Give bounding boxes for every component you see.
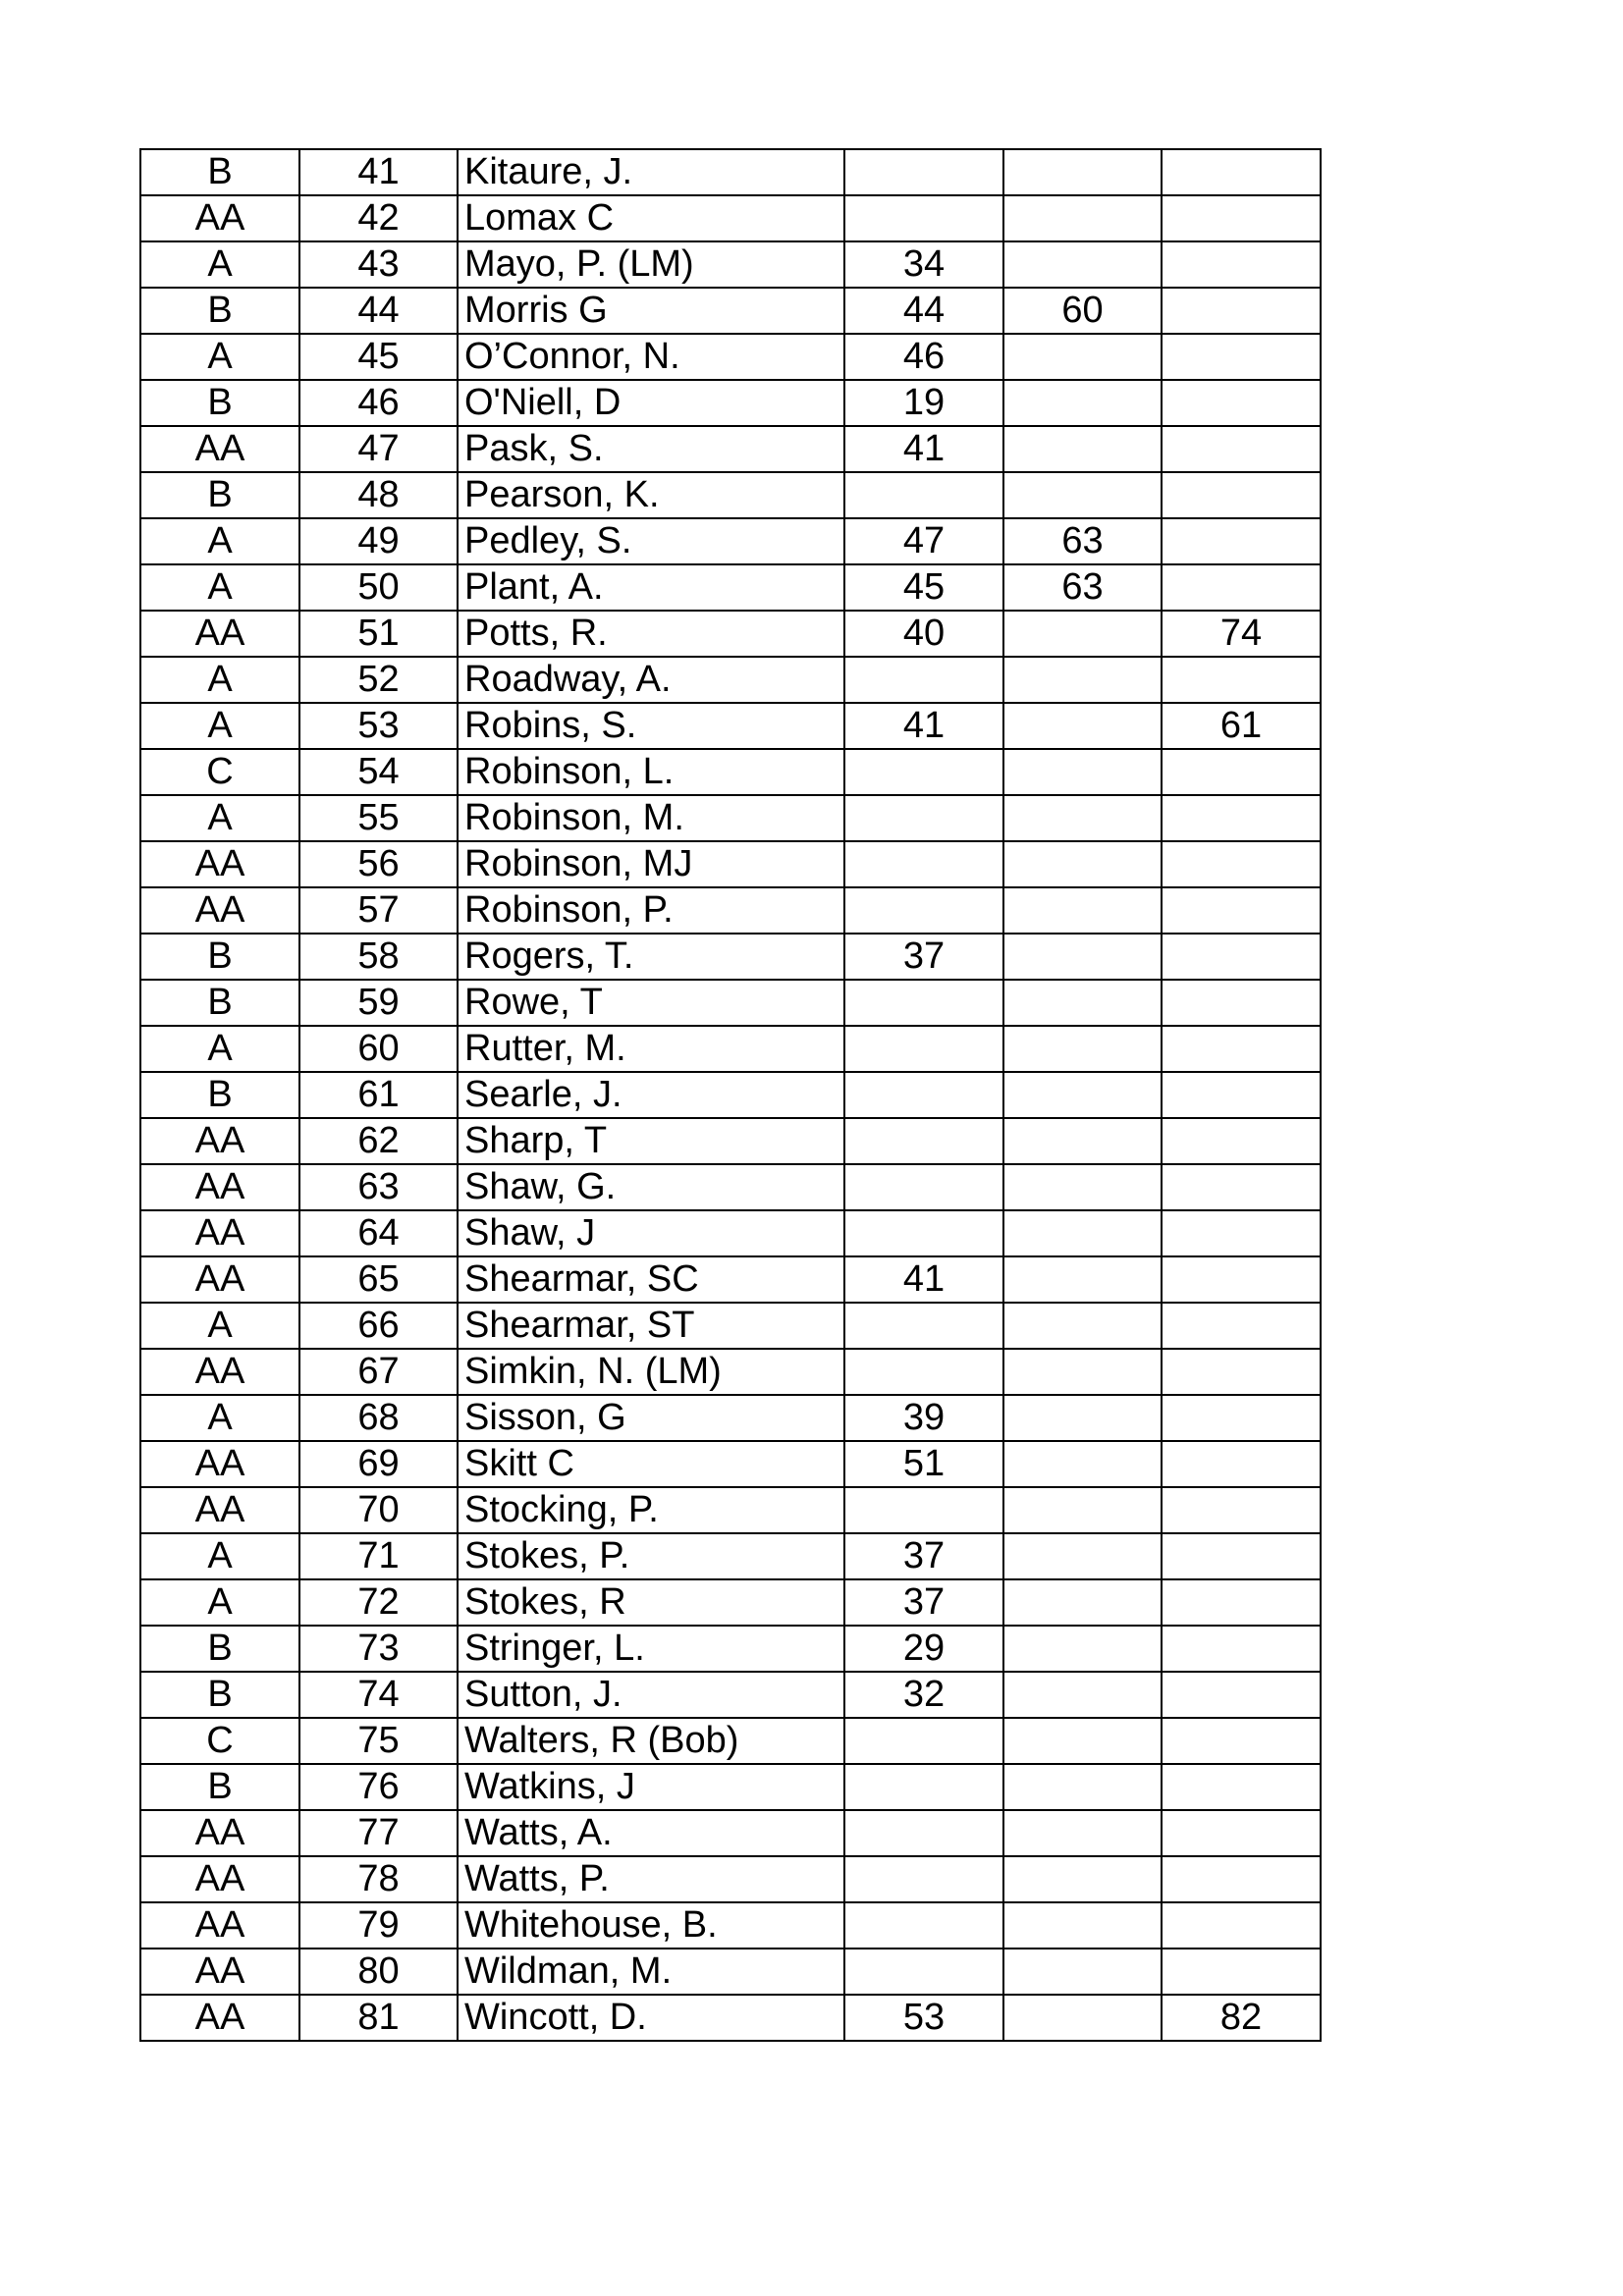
score-1-cell: 34: [844, 241, 1003, 288]
score-2-cell: [1003, 841, 1162, 887]
name-cell: Shearmar, ST: [458, 1303, 844, 1349]
grade-cell: C: [140, 749, 299, 795]
table-row: [140, 1718, 1321, 1764]
table-row: [140, 1210, 1321, 1256]
grade-cell: AA: [140, 841, 299, 887]
score-2-cell: [1003, 334, 1162, 380]
score-2-cell: [1003, 795, 1162, 841]
score-1-cell: 37: [844, 1533, 1003, 1579]
name-cell: Shearmar, SC: [458, 1256, 844, 1303]
number-cell: 58: [299, 934, 458, 980]
grade-cell: B: [140, 1072, 299, 1118]
number-cell: 52: [299, 657, 458, 703]
table-row: [140, 1441, 1321, 1487]
score-1-cell: [844, 1856, 1003, 1902]
name-cell: Watts, P.: [458, 1856, 844, 1902]
score-3-cell: [1162, 195, 1321, 241]
score-3-cell: [1162, 288, 1321, 334]
number-cell: 74: [299, 1672, 458, 1718]
score-1-cell: [844, 749, 1003, 795]
name-cell: Shaw, J: [458, 1210, 844, 1256]
table-row: [140, 1672, 1321, 1718]
table-row: [140, 887, 1321, 934]
score-3-cell: [1162, 1072, 1321, 1118]
grade-cell: AA: [140, 1210, 299, 1256]
grade-cell: AA: [140, 1349, 299, 1395]
score-1-cell: 19: [844, 380, 1003, 426]
table-row: [140, 288, 1321, 334]
score-1-cell: 44: [844, 288, 1003, 334]
name-cell: Stokes, P.: [458, 1533, 844, 1579]
table-row: [140, 657, 1321, 703]
name-cell: Morris G: [458, 288, 844, 334]
grade-cell: AA: [140, 1949, 299, 1995]
number-cell: 59: [299, 980, 458, 1026]
score-3-cell: [1162, 1395, 1321, 1441]
score-3-cell: 61: [1162, 703, 1321, 749]
name-cell: Pearson, K.: [458, 472, 844, 518]
score-1-cell: 29: [844, 1626, 1003, 1672]
number-cell: 79: [299, 1902, 458, 1949]
score-2-cell: [1003, 887, 1162, 934]
score-3-cell: [1162, 472, 1321, 518]
number-cell: 46: [299, 380, 458, 426]
number-cell: 62: [299, 1118, 458, 1164]
score-1-cell: [844, 1026, 1003, 1072]
name-cell: Whitehouse, B.: [458, 1902, 844, 1949]
score-1-cell: [844, 795, 1003, 841]
number-cell: 60: [299, 1026, 458, 1072]
table-row: [140, 749, 1321, 795]
score-1-cell: [844, 195, 1003, 241]
score-3-cell: [1162, 1256, 1321, 1303]
score-2-cell: [1003, 1026, 1162, 1072]
score-2-cell: [1003, 195, 1162, 241]
members-table: [139, 148, 1322, 2042]
score-2-cell: [1003, 611, 1162, 657]
table-row: [140, 1995, 1321, 2041]
name-cell: O’Connor, N.: [458, 334, 844, 380]
number-cell: 66: [299, 1303, 458, 1349]
name-cell: Robinson, P.: [458, 887, 844, 934]
score-2-cell: [1003, 1349, 1162, 1395]
score-3-cell: [1162, 1856, 1321, 1902]
score-2-cell: [1003, 703, 1162, 749]
grade-cell: A: [140, 518, 299, 564]
name-cell: Kitaure, J.: [458, 149, 844, 195]
score-1-cell: [844, 1349, 1003, 1395]
score-1-cell: 45: [844, 564, 1003, 611]
table-row: [140, 611, 1321, 657]
table-row: [140, 564, 1321, 611]
score-2-cell: [1003, 657, 1162, 703]
score-2-cell: [1003, 1810, 1162, 1856]
score-1-cell: 41: [844, 426, 1003, 472]
table-row: [140, 518, 1321, 564]
table-row: [140, 1395, 1321, 1441]
score-2-cell: [1003, 1164, 1162, 1210]
score-1-cell: 47: [844, 518, 1003, 564]
number-cell: 78: [299, 1856, 458, 1902]
score-2-cell: [1003, 426, 1162, 472]
score-2-cell: 63: [1003, 564, 1162, 611]
score-2-cell: [1003, 1856, 1162, 1902]
score-3-cell: [1162, 795, 1321, 841]
grade-cell: A: [140, 241, 299, 288]
score-3-cell: [1162, 657, 1321, 703]
score-1-cell: 51: [844, 1441, 1003, 1487]
score-3-cell: [1162, 1902, 1321, 1949]
number-cell: 43: [299, 241, 458, 288]
number-cell: 48: [299, 472, 458, 518]
name-cell: Watkins, J: [458, 1764, 844, 1810]
table-row: [140, 1303, 1321, 1349]
score-1-cell: [844, 1072, 1003, 1118]
score-1-cell: 32: [844, 1672, 1003, 1718]
number-cell: 47: [299, 426, 458, 472]
grade-cell: B: [140, 288, 299, 334]
number-cell: 49: [299, 518, 458, 564]
number-cell: 42: [299, 195, 458, 241]
score-3-cell: 82: [1162, 1995, 1321, 2041]
score-1-cell: [844, 887, 1003, 934]
grade-cell: B: [140, 1626, 299, 1672]
score-3-cell: [1162, 1672, 1321, 1718]
score-3-cell: [1162, 1718, 1321, 1764]
table-row: [140, 426, 1321, 472]
number-cell: 76: [299, 1764, 458, 1810]
name-cell: Robins, S.: [458, 703, 844, 749]
score-2-cell: [1003, 1626, 1162, 1672]
grade-cell: A: [140, 703, 299, 749]
name-cell: Mayo, P. (LM): [458, 241, 844, 288]
grade-cell: B: [140, 1764, 299, 1810]
table-row: [140, 1026, 1321, 1072]
score-3-cell: [1162, 934, 1321, 980]
table-row: [140, 1856, 1321, 1902]
score-2-cell: [1003, 1672, 1162, 1718]
name-cell: Pask, S.: [458, 426, 844, 472]
grade-cell: A: [140, 564, 299, 611]
score-3-cell: [1162, 1626, 1321, 1672]
grade-cell: C: [140, 1718, 299, 1764]
score-3-cell: [1162, 1441, 1321, 1487]
score-2-cell: [1003, 1256, 1162, 1303]
score-3-cell: [1162, 1810, 1321, 1856]
name-cell: Pedley, S.: [458, 518, 844, 564]
grade-cell: AA: [140, 195, 299, 241]
score-3-cell: [1162, 518, 1321, 564]
number-cell: 64: [299, 1210, 458, 1256]
number-cell: 70: [299, 1487, 458, 1533]
number-cell: 65: [299, 1256, 458, 1303]
number-cell: 81: [299, 1995, 458, 2041]
number-cell: 51: [299, 611, 458, 657]
score-3-cell: [1162, 1487, 1321, 1533]
name-cell: Sharp, T: [458, 1118, 844, 1164]
score-3-cell: 74: [1162, 611, 1321, 657]
score-1-cell: 37: [844, 934, 1003, 980]
number-cell: 55: [299, 795, 458, 841]
name-cell: Stokes, R: [458, 1579, 844, 1626]
score-2-cell: [1003, 241, 1162, 288]
score-2-cell: [1003, 380, 1162, 426]
grade-cell: A: [140, 1303, 299, 1349]
grade-cell: AA: [140, 1856, 299, 1902]
table-row: [140, 1487, 1321, 1533]
grade-cell: A: [140, 334, 299, 380]
number-cell: 44: [299, 288, 458, 334]
score-2-cell: [1003, 1579, 1162, 1626]
score-2-cell: [1003, 1764, 1162, 1810]
score-3-cell: [1162, 564, 1321, 611]
score-2-cell: [1003, 1118, 1162, 1164]
score-2-cell: [1003, 1210, 1162, 1256]
table-row: [140, 1256, 1321, 1303]
score-1-cell: 39: [844, 1395, 1003, 1441]
score-2-cell: [1003, 749, 1162, 795]
name-cell: Stringer, L.: [458, 1626, 844, 1672]
grade-cell: B: [140, 380, 299, 426]
score-1-cell: [844, 1210, 1003, 1256]
members-table-body: [140, 149, 1321, 2041]
name-cell: Robinson, L.: [458, 749, 844, 795]
score-1-cell: 41: [844, 1256, 1003, 1303]
score-1-cell: [844, 1810, 1003, 1856]
table-row: [140, 241, 1321, 288]
table-row: [140, 1533, 1321, 1579]
score-3-cell: [1162, 1210, 1321, 1256]
grade-cell: B: [140, 472, 299, 518]
name-cell: Sutton, J.: [458, 1672, 844, 1718]
number-cell: 56: [299, 841, 458, 887]
grade-cell: A: [140, 1579, 299, 1626]
score-3-cell: [1162, 1303, 1321, 1349]
grade-cell: AA: [140, 426, 299, 472]
score-1-cell: [844, 1718, 1003, 1764]
score-1-cell: [844, 1949, 1003, 1995]
number-cell: 45: [299, 334, 458, 380]
score-1-cell: [844, 149, 1003, 195]
number-cell: 63: [299, 1164, 458, 1210]
table-row: [140, 334, 1321, 380]
grade-cell: B: [140, 1672, 299, 1718]
table-row: [140, 472, 1321, 518]
score-1-cell: 37: [844, 1579, 1003, 1626]
score-2-cell: [1003, 1487, 1162, 1533]
table-row: [140, 980, 1321, 1026]
name-cell: Wincott, D.: [458, 1995, 844, 2041]
table-row: [140, 841, 1321, 887]
name-cell: Searle, J.: [458, 1072, 844, 1118]
grade-cell: AA: [140, 1810, 299, 1856]
name-cell: O'Niell, D: [458, 380, 844, 426]
table-row: [140, 380, 1321, 426]
table-row: [140, 795, 1321, 841]
score-2-cell: [1003, 1533, 1162, 1579]
table-row: [140, 1949, 1321, 1995]
score-2-cell: [1003, 980, 1162, 1026]
score-2-cell: [1003, 1303, 1162, 1349]
score-2-cell: [1003, 1441, 1162, 1487]
score-3-cell: [1162, 1764, 1321, 1810]
table-row: [140, 1902, 1321, 1949]
name-cell: Shaw, G.: [458, 1164, 844, 1210]
score-3-cell: [1162, 380, 1321, 426]
grade-cell: AA: [140, 1441, 299, 1487]
grade-cell: B: [140, 934, 299, 980]
score-2-cell: [1003, 472, 1162, 518]
score-1-cell: [844, 841, 1003, 887]
score-1-cell: [844, 1164, 1003, 1210]
grade-cell: AA: [140, 1118, 299, 1164]
number-cell: 72: [299, 1579, 458, 1626]
score-3-cell: [1162, 334, 1321, 380]
table-row: [140, 1072, 1321, 1118]
score-1-cell: [844, 472, 1003, 518]
number-cell: 61: [299, 1072, 458, 1118]
number-cell: 71: [299, 1533, 458, 1579]
table-row: [140, 1626, 1321, 1672]
score-3-cell: [1162, 1533, 1321, 1579]
score-3-cell: [1162, 980, 1321, 1026]
table-row: [140, 149, 1321, 195]
table-row: [140, 1164, 1321, 1210]
name-cell: Rowe, T: [458, 980, 844, 1026]
score-1-cell: 46: [844, 334, 1003, 380]
number-cell: 53: [299, 703, 458, 749]
grade-cell: B: [140, 149, 299, 195]
grade-cell: A: [140, 1395, 299, 1441]
grade-cell: A: [140, 1026, 299, 1072]
name-cell: Rogers, T.: [458, 934, 844, 980]
grade-cell: AA: [140, 1995, 299, 2041]
score-2-cell: [1003, 1395, 1162, 1441]
grade-cell: AA: [140, 1164, 299, 1210]
score-1-cell: [844, 1303, 1003, 1349]
table-row: [140, 1349, 1321, 1395]
number-cell: 50: [299, 564, 458, 611]
table-row: [140, 1810, 1321, 1856]
number-cell: 54: [299, 749, 458, 795]
score-3-cell: [1162, 1949, 1321, 1995]
grade-cell: AA: [140, 611, 299, 657]
score-2-cell: [1003, 1072, 1162, 1118]
name-cell: Potts, R.: [458, 611, 844, 657]
number-cell: 69: [299, 1441, 458, 1487]
score-3-cell: [1162, 1164, 1321, 1210]
score-3-cell: [1162, 1118, 1321, 1164]
number-cell: 73: [299, 1626, 458, 1672]
name-cell: Plant, A.: [458, 564, 844, 611]
number-cell: 68: [299, 1395, 458, 1441]
grade-cell: B: [140, 980, 299, 1026]
score-2-cell: [1003, 1949, 1162, 1995]
score-1-cell: [844, 1118, 1003, 1164]
score-2-cell: [1003, 934, 1162, 980]
number-cell: 75: [299, 1718, 458, 1764]
name-cell: Wildman, M.: [458, 1949, 844, 1995]
score-1-cell: [844, 1487, 1003, 1533]
name-cell: Stocking, P.: [458, 1487, 844, 1533]
table-row: [140, 1764, 1321, 1810]
grade-cell: A: [140, 657, 299, 703]
score-3-cell: [1162, 749, 1321, 795]
table-row: [140, 934, 1321, 980]
name-cell: Roadway, A.: [458, 657, 844, 703]
table-row: [140, 703, 1321, 749]
table-row: [140, 195, 1321, 241]
score-2-cell: [1003, 149, 1162, 195]
score-3-cell: [1162, 241, 1321, 288]
name-cell: Rutter, M.: [458, 1026, 844, 1072]
number-cell: 41: [299, 149, 458, 195]
grade-cell: AA: [140, 1487, 299, 1533]
score-3-cell: [1162, 426, 1321, 472]
name-cell: Robinson, M.: [458, 795, 844, 841]
name-cell: Watts, A.: [458, 1810, 844, 1856]
number-cell: 57: [299, 887, 458, 934]
score-1-cell: [844, 1902, 1003, 1949]
score-3-cell: [1162, 841, 1321, 887]
table-row: [140, 1118, 1321, 1164]
score-2-cell: 63: [1003, 518, 1162, 564]
grade-cell: AA: [140, 1902, 299, 1949]
score-1-cell: 53: [844, 1995, 1003, 2041]
score-1-cell: [844, 980, 1003, 1026]
name-cell: Walters, R (Bob): [458, 1718, 844, 1764]
name-cell: Simkin, N. (LM): [458, 1349, 844, 1395]
grade-cell: AA: [140, 887, 299, 934]
score-1-cell: 40: [844, 611, 1003, 657]
score-3-cell: [1162, 887, 1321, 934]
grade-cell: AA: [140, 1256, 299, 1303]
score-2-cell: [1003, 1902, 1162, 1949]
name-cell: Lomax C: [458, 195, 844, 241]
grade-cell: A: [140, 795, 299, 841]
number-cell: 77: [299, 1810, 458, 1856]
score-3-cell: [1162, 1579, 1321, 1626]
score-3-cell: [1162, 1349, 1321, 1395]
name-cell: Robinson, MJ: [458, 841, 844, 887]
name-cell: Skitt C: [458, 1441, 844, 1487]
score-2-cell: [1003, 1718, 1162, 1764]
score-1-cell: 41: [844, 703, 1003, 749]
score-3-cell: [1162, 1026, 1321, 1072]
name-cell: Sisson, G: [458, 1395, 844, 1441]
score-2-cell: [1003, 1995, 1162, 2041]
score-2-cell: 60: [1003, 288, 1162, 334]
grade-cell: A: [140, 1533, 299, 1579]
table-row: [140, 1579, 1321, 1626]
number-cell: 80: [299, 1949, 458, 1995]
score-3-cell: [1162, 149, 1321, 195]
score-1-cell: [844, 657, 1003, 703]
number-cell: 67: [299, 1349, 458, 1395]
score-1-cell: [844, 1764, 1003, 1810]
